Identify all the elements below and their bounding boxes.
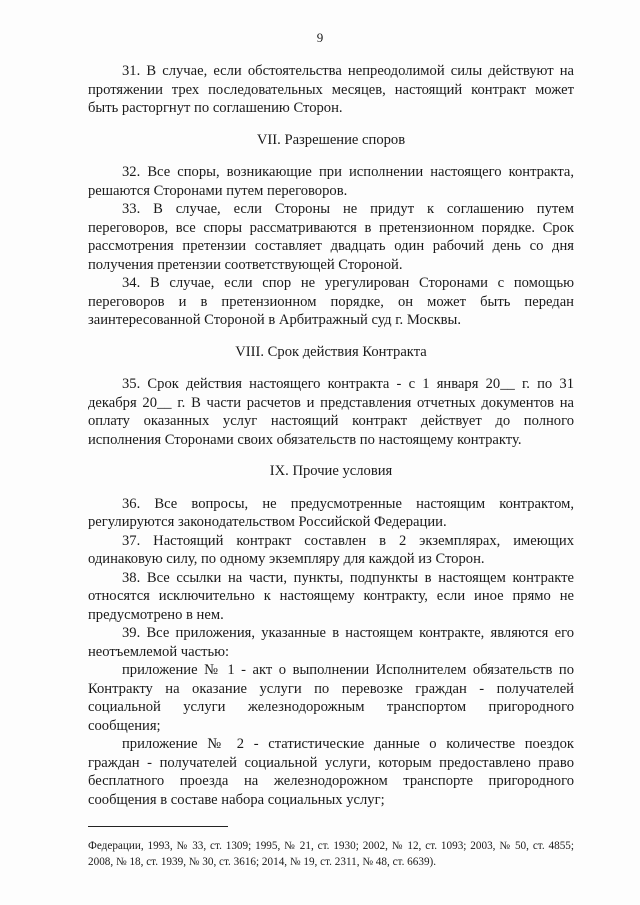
- paragraph-36: 36. Все вопросы, не предусмотренные настоящим контрактом, регулируются законодательством Российской Федерации.: [88, 495, 574, 530]
- footnote-divider: [88, 826, 228, 827]
- appendix-1-item: приложение № 1 - акт о выполнении Исполнителем обязательств по Контракту на оказание услуги по перевозке граждан - получателей социальной услуги железнодорожным транспортом пригородного сообщения;: [88, 662, 574, 734]
- page-number: 9: [316, 30, 324, 45]
- section-heading-disputes: VII. Разрешение споров: [256, 131, 406, 148]
- paragraph-31: 31. В случае, если обстоятельства непреодолимой силы действуют на протяжении трех последовательных месяцев, настоящий контракт может быть расторгнут по соглашению Сторон.: [88, 63, 574, 116]
- paragraph-34: 34. В случае, если спор не урегулирован Сторонами с помощью переговоров и в претензионном порядке, он может быть передан заинтересованной Стороной в Арбитражный суд г. Москвы.: [88, 275, 574, 328]
- section-heading-term: VIII. Срок действия Контракта: [235, 343, 427, 360]
- paragraph-38: 38. Все ссылки на части, пункты, подпункты в настоящем контракте относятся исключительно к настоящему контракту, если иное прямо не предусмотрено в нем.: [88, 569, 574, 623]
- paragraph-37: 37. Настоящий контракт составлен в 2 экземплярах, имеющих одинаковую силу, по одному экземпляру для каждой из Сторон.: [88, 532, 574, 567]
- section-heading-other: IX. Прочие условия: [269, 463, 393, 479]
- paragraph-33: 33. В случае, если Стороны не придут к соглашению путем переговоров, все споры рассматриваются в претензионном порядке. Срок рассмотрения претензии составляет двадцать один рабочий день со дня получения претензии соответствующей Стороной.: [88, 201, 574, 273]
- document-body: [88, 62, 574, 809]
- appendix-2-item: приложение № 2 - статистические данные о количестве поездок граждан - получателей социальной услуги, которым предоставлено право бесплатного проезда на железнодорожном транспорте пригородного сообщения в составе набора социальных услуг;: [88, 736, 574, 808]
- paragraph-39: 39. Все приложения, указанные в настоящем контракте, являются его неотъемлемой частью:: [88, 625, 574, 660]
- paragraph-35: 35. Срок действия настоящего контракта - с 1 января 20__ г. по 31 декабря 20__ г. В части расчетов и представления отчетных документов на оплату оказанных услуг настоящий контракт действует до полного исполнения Сторонами своих обязательств по настоящему контракту.: [88, 376, 574, 448]
- paragraph-32: 32. Все споры, возникающие при исполнении настоящего контракта, решаются Сторонами путем переговоров.: [88, 164, 574, 199]
- footnote-text: Федерации, 1993, № 33, ст. 1309; 1995, № 21, ст. 1930; 2002, № 12, ст. 1093; 2003, № 50, ст. 4855; 2008, № 18, ст. 1939, № 30, ст. 3616; 2014, № 19, ст. 2311, № 48, ст. 6639).: [88, 840, 574, 868]
